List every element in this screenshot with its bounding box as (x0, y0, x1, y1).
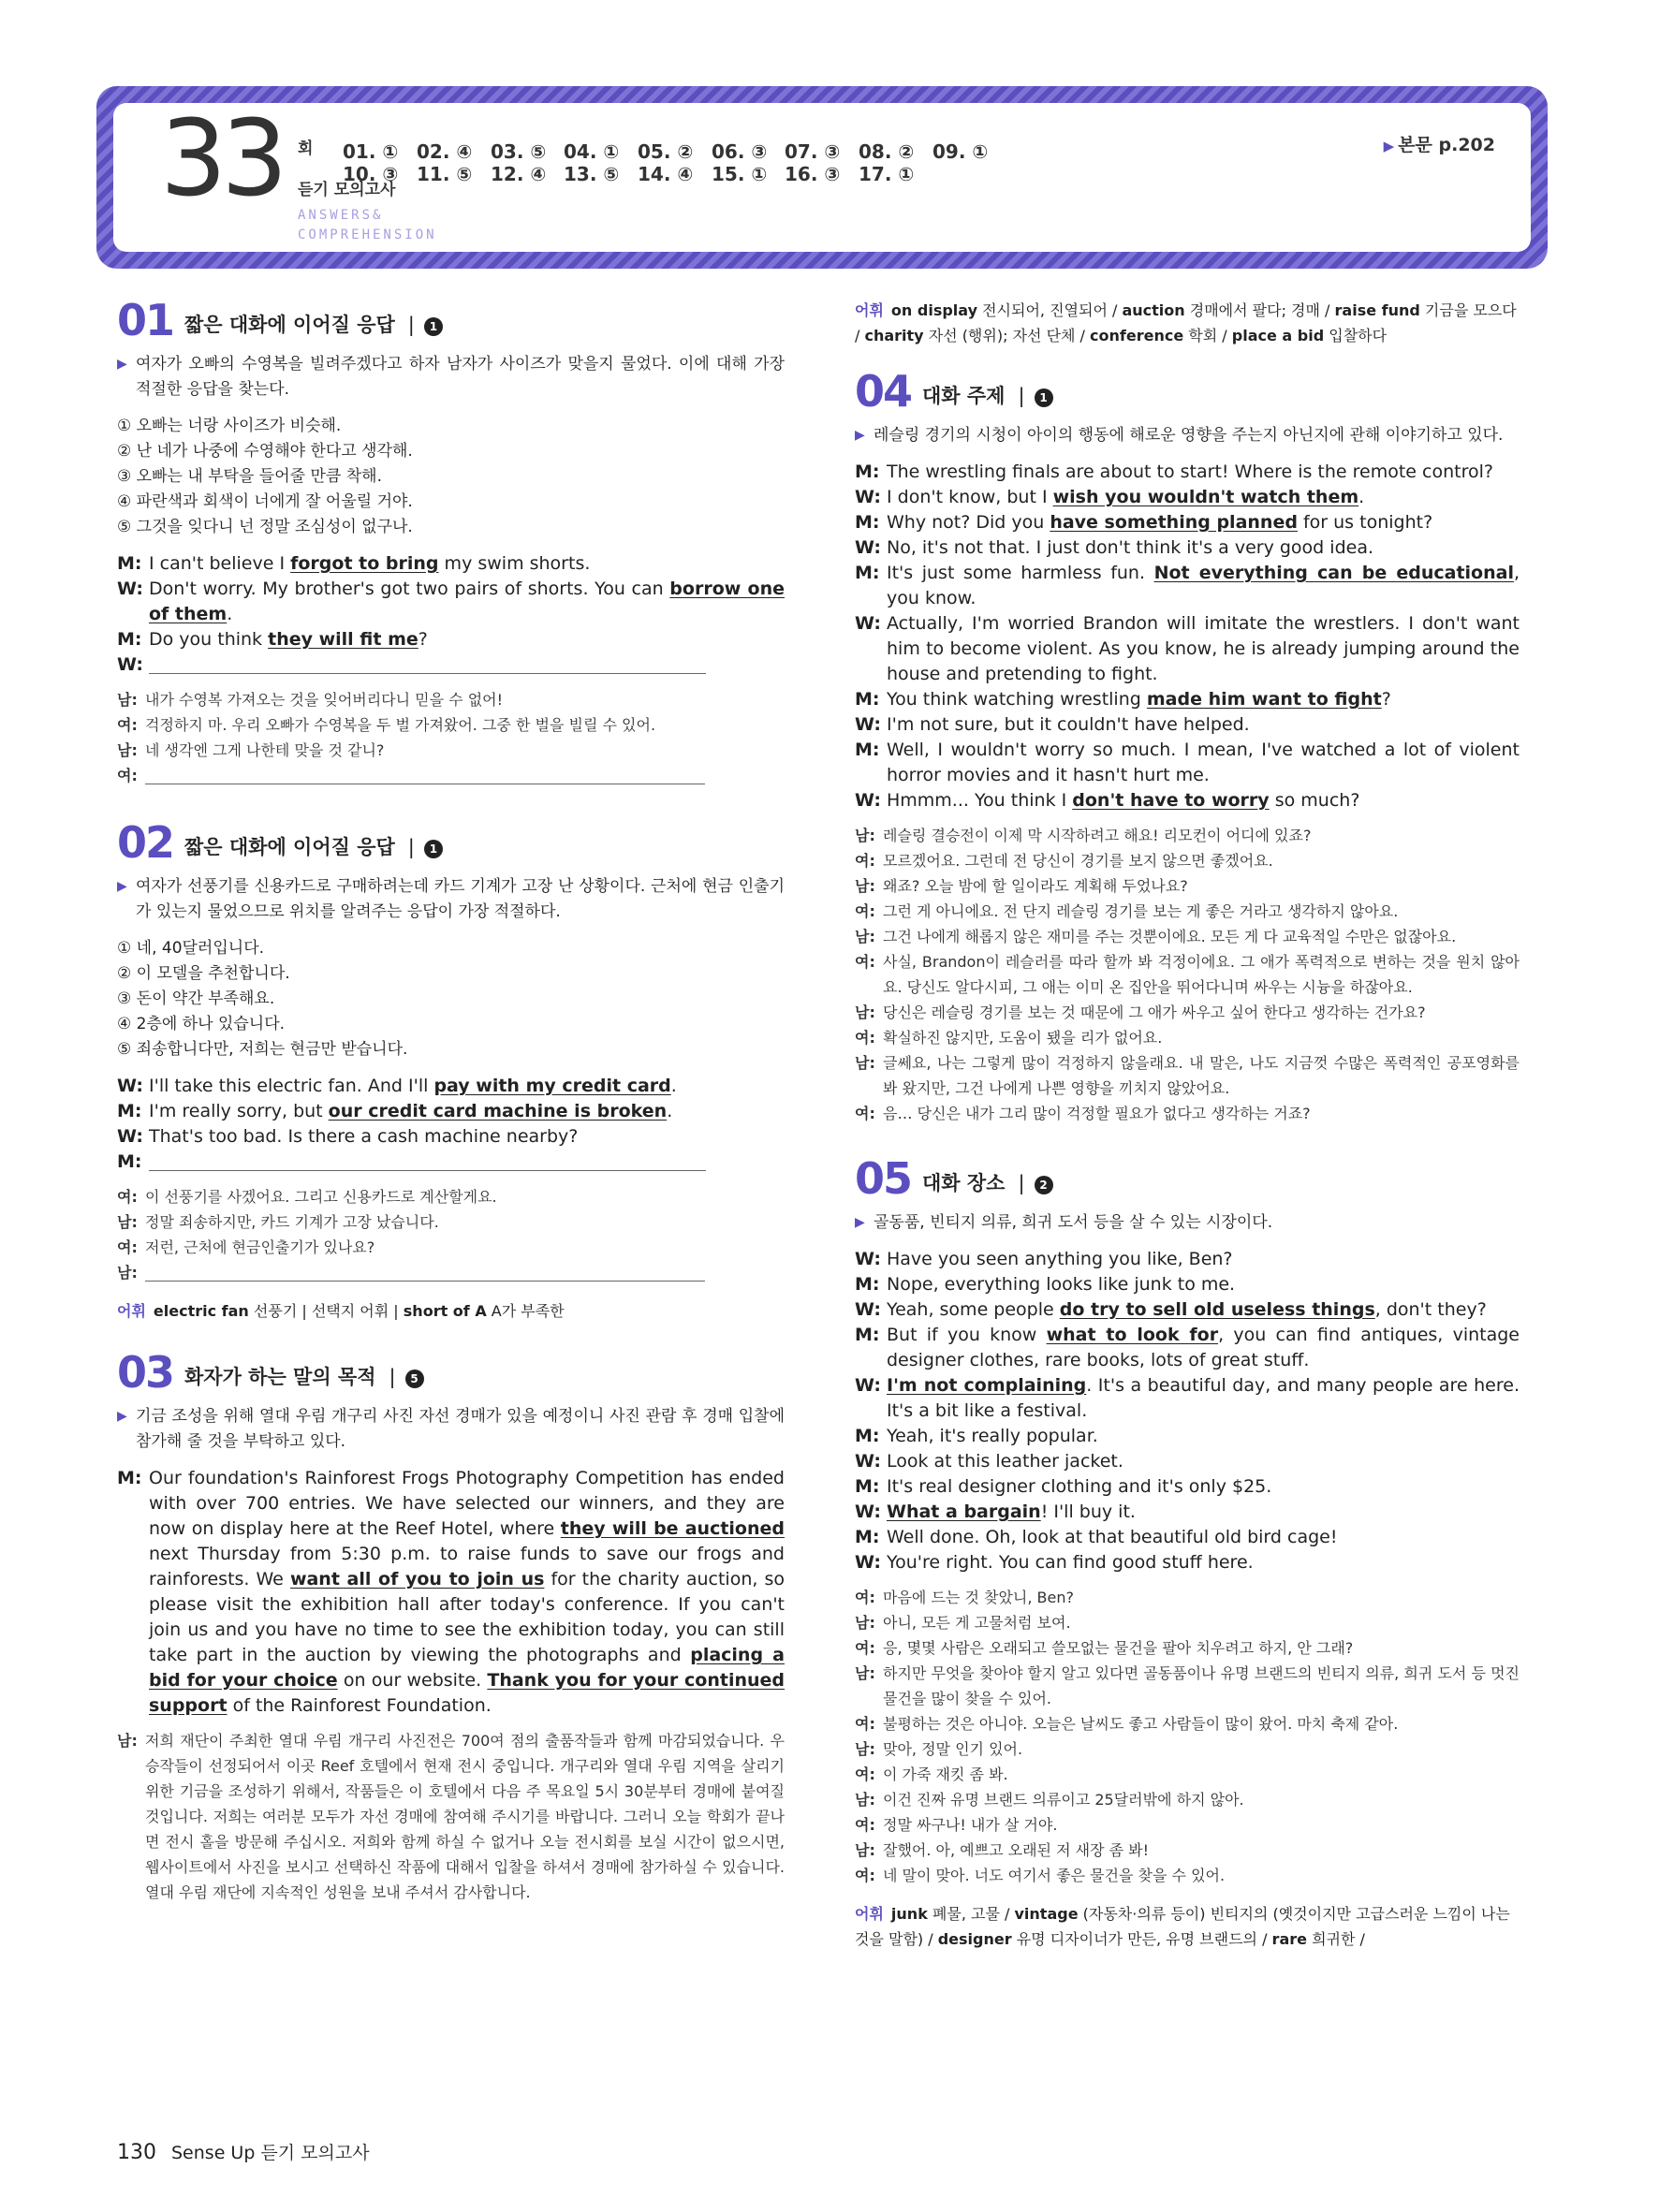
answer-item: 08. ② (859, 140, 915, 163)
main-text-reference (1384, 131, 1495, 156)
dialogue-line: M: Yeah, it's really popular. (855, 1424, 1520, 1449)
answer-item: 07. ③ (785, 140, 841, 163)
dialogue-line: M: Well, I wouldn't worry so much. I mean, I've watched a lot of violent horror movies and it hasn't hurt me. (855, 738, 1520, 788)
dialogue-line: W: I'm not sure, but it couldn't have helped. (855, 712, 1520, 738)
dialogue-line: M: Do you think they will fit me? (117, 629, 428, 650)
dialogue-line: M: I'm really sorry, but our credit card machine is broken. (117, 1101, 673, 1121)
dialogue-line: W: Yeah, some people do try to sell old useless things, don't they? (855, 1297, 1520, 1323)
key-phrase: do try to sell old useless things (1059, 1299, 1375, 1320)
choice: ② 난 네가 나중에 수영해야 한다고 생각해. (117, 442, 413, 461)
speaker: 남: (855, 1791, 875, 1809)
answer-circle: 1 (424, 840, 443, 858)
vocab-word: raise fund (1334, 301, 1420, 319)
translation-line: 여: 응, 몇몇 사람은 오래되고 쓸모없는 물건을 팔아 치우려고 하지, 안 그래? (855, 1635, 1520, 1661)
speaker: 여: (855, 1105, 875, 1122)
vocab-meaning: 기금을 모으다 / (855, 301, 1517, 344)
dialogue-line: M: The wrestling finals are about to start! Where is the remote control? (855, 460, 1520, 485)
dialogue-line: W: Don't worry. My brother's got two pairs of shorts. You can borrow one of them. (117, 579, 785, 624)
vocab-word: junk (890, 1905, 928, 1923)
vocab-word: on display (890, 301, 978, 319)
comprehension-label: COMPREHENSION (298, 227, 437, 242)
key-phrase: I'm not complaining (887, 1375, 1087, 1396)
dialogue-line: M: Well done. Oh, look at that beautiful old bird cage! (855, 1525, 1520, 1550)
translation-line: 남: 글쎄요, 나는 그렇게 많이 걱정하지 않을래요. 내 말은, 나도 지금껏 수많은 폭력적인 공포영화를 봐 왔지만, 그건 나에게 나쁜 영향을 끼치지 않았어요. (855, 1050, 1520, 1101)
question-type: 짧은 대화에 이어질 응답 (184, 314, 395, 336)
translation-line: 남: 맞아, 정말 인기 있어. (855, 1736, 1520, 1762)
question-number: 05 (855, 1153, 912, 1204)
choices (117, 414, 785, 540)
translation-line: 남: 레슬링 결승전이 이제 막 시작하려고 해요! 리모컨이 어디에 있죠? (855, 823, 1520, 848)
section-header: 03 화자가 하는 말의 목적 | 5 (117, 1350, 785, 1402)
question-type: 대화 주제 (922, 385, 1006, 407)
question-03 (117, 1347, 785, 1905)
speaker: 남: (855, 1740, 875, 1758)
speaker: W: (855, 1375, 881, 1396)
answer-item: 10. ③ (343, 163, 399, 185)
question-type: 대화 장소 (922, 1172, 1006, 1194)
speaker: 여: (855, 902, 875, 920)
vocab-meaning: 희귀한 / (1306, 1930, 1365, 1948)
vocab-meaning: 자선 (행위); 자선 단체 / (923, 327, 1091, 344)
triangle-icon: ▶ (117, 357, 127, 372)
answer-item: 15. ① (712, 163, 768, 185)
translation (855, 823, 1520, 1126)
vocab-meaning: 학회 / (1183, 327, 1232, 344)
translation-line: 여: 음… 당신은 내가 그리 많이 걱정할 필요가 없다고 생각하는 거죠? (855, 1101, 1520, 1126)
dialogue-line: W: No, it's not that. I just don't think it's a very good idea. (855, 535, 1520, 561)
translation-line: 여: 불평하는 것은 아니야. 오늘은 날씨도 좋고 사람들이 많이 왔어. 마치 축제 같아. (855, 1711, 1520, 1736)
key-phrase: our credit card machine is broken (328, 1101, 668, 1121)
answer-item: 16. ③ (785, 163, 841, 185)
speaker: 남: (855, 1003, 875, 1021)
translation (855, 1585, 1520, 1888)
key-phrase: Not everything can be educational (1153, 563, 1514, 583)
vocab-meaning: 전시되어, 진열되어 / (977, 301, 1123, 319)
translation-line: 여: 모르겠어요. 그런데 전 당신이 경기를 보지 않으면 좋겠어요. (855, 848, 1520, 873)
speaker: W: (855, 487, 881, 507)
dialogue (117, 551, 785, 678)
answer-item: 14. ④ (638, 163, 694, 185)
key-phrase: Thank you for your continued support (149, 1670, 785, 1716)
explanation: ▶ 레슬링 경기의 시청이 아이의 행동에 해로운 영향을 주는지 아닌지에 관해 이야기하고 있다. (855, 423, 1520, 448)
dialogue-line: W: I'm not complaining. It's a beautiful day, and many people are here. It's a bit like a festival. (855, 1373, 1520, 1424)
choice: ④ 파란색과 회색이 너에게 잘 어울릴 거야. (117, 492, 413, 511)
translation-line: 남: 이건 진짜 유명 브랜드 의류이고 25달러밖에 하지 않아. (855, 1787, 1520, 1812)
triangle-icon: ▶ (855, 428, 865, 443)
translation-blank[interactable] (145, 1265, 705, 1282)
vocab-meaning: 입찰하다 (1324, 327, 1388, 344)
vocab-meaning: 유명 디자이너가 만든, 유명 브랜드의 / (1011, 1930, 1272, 1948)
speaker: W: (855, 537, 881, 558)
test-title: 듣기 모의고사 (298, 181, 396, 199)
answer-item: 09. ① (932, 140, 989, 163)
dialogue-line: M: Nope, everything looks like junk to me. (855, 1272, 1520, 1297)
answer-item: 04. ① (564, 140, 620, 163)
speaker: W: (855, 1299, 881, 1320)
monologue-text: Our foundation's Rainforest Frogs Photography Competition has ended with over 700 entries. We have selected our winners, and they are now on display here at the Reef Hotel, where they will be auctioned next Thursday from 5:30 p.m. to raise funds to save our frogs and rainforests. We want all of you to join us for the charity auction, so please visit the exhibition hall after today's conference. If you can't join us and you have no time to see the exhibition today, you can still take part in the auction by viewing the photographs and placing a bid for your choice on our website. Thank you for your continued support of the Rainforest Foundation. (149, 1468, 785, 1716)
question-type: 짧은 대화에 이어질 응답 (184, 836, 395, 858)
explanation: ▶ 골동품, 빈티지 의류, 희귀 도서 등을 살 수 있는 시장이다. (855, 1210, 1520, 1236)
section-header: 05 대화 장소 | 2 (855, 1156, 1520, 1209)
book-title: Sense Up 듣기 모의고사 (171, 2143, 370, 2163)
speaker: 여: (855, 1029, 875, 1047)
question-type: 화자가 하는 말의 목적 (184, 1366, 376, 1388)
answers-label: ANSWERS& (298, 208, 384, 223)
vocab-label: 어휘 (855, 1905, 884, 1923)
translation-line: 여: 그런 게 아니에요. 전 단지 레슬링 경기를 보는 게 좋은 거라고 생각하지 않아요. (855, 899, 1520, 924)
translation-line: 여: 네 말이 맞아. 너도 여기서 좋은 물건을 찾을 수 있어. (855, 1863, 1520, 1888)
answer-item: 11. ⑤ (417, 163, 473, 185)
key-phrase: What a bargain (887, 1502, 1041, 1522)
question-number: 03 (117, 1347, 174, 1398)
test-number-suffix: 회 (298, 139, 314, 158)
page-footer (117, 2139, 370, 2164)
choice: ⑤ 그것을 잊다니 넌 정말 조심성이 없구나. (117, 518, 413, 536)
speaker: W: (855, 1552, 881, 1573)
dialogue (855, 460, 1520, 813)
speaker: 여: (855, 1639, 875, 1657)
question-02 (117, 817, 785, 1324)
speaker: M: (855, 1426, 880, 1446)
speaker: 남: (855, 1664, 875, 1682)
test-number: 33 (160, 98, 283, 220)
vocab-label: 어휘 (855, 301, 884, 319)
vocab-label: 어휘 (117, 1302, 146, 1320)
explanation: ▶ 기금 조성을 위해 열대 우림 개구리 사진 자선 경매가 있을 예정이니 사진 관람 후 경매 입찰에 참가해 줄 것을 부탁하고 있다. (117, 1404, 785, 1455)
translation: 여: 이 선풍기를 사겠어요. 그리고 신용카드로 계산할게요. 남: 정말 죄송하지만, 카드 기계가 고장 났습니다. 여: 저런, 근처에 현금인출기가 있나요? 남: (117, 1184, 785, 1285)
speaker: M: (855, 512, 880, 533)
speaker: 여: (855, 953, 875, 971)
triangle-icon: ▶ (855, 1215, 865, 1230)
dialogue-line: M: But if you know what to look for, you can find antiques, vintage designer clothes, rare books, lots of great stuff. (855, 1323, 1520, 1373)
speaker: 여: (855, 1765, 875, 1783)
vocab-word: vintage (1014, 1905, 1079, 1923)
choice: ③ 돈이 약간 부족해요. (117, 989, 275, 1008)
dialogue-line: W: You're right. You can find good stuff here. (855, 1550, 1520, 1575)
vocab-word: place a bid (1231, 327, 1325, 344)
speaker: 남: (855, 1841, 875, 1859)
section-header: 02 짧은 대화에 이어질 응답 | 1 (117, 820, 785, 872)
translation-line: 남: 당신은 레슬링 경기를 보는 것 때문에 그 애가 싸우고 싶어 한다고 생각하는 건가요? (855, 1000, 1520, 1025)
speaker: 여: (855, 1715, 875, 1733)
explanation: ▶ 여자가 오빠의 수영복을 빌려주겠다고 하자 남자가 사이즈가 맞을지 물었다. 이에 대해 가장 적절한 응답을 찾는다. (117, 352, 785, 403)
dialogue (117, 1074, 785, 1175)
speaker: W: (855, 790, 881, 811)
translation-line: 남: 잘했어. 아, 예쁘고 오래된 저 새장 좀 봐! (855, 1838, 1520, 1863)
translation-line: 남: 왜죠? 오늘 밤에 할 일이라도 계획해 두었나요? (855, 873, 1520, 899)
key-phrase: placing a bid for your choice (149, 1645, 785, 1691)
speaker: 남: (855, 1614, 875, 1632)
speaker: W: (855, 714, 881, 735)
question-number: 04 (855, 366, 912, 417)
section-header: 04 대화 주제 | 1 (855, 369, 1520, 421)
dialogue-line: M: I can't believe I forgot to bring my swim shorts. (117, 553, 591, 574)
vocab-word: rare (1271, 1930, 1307, 1948)
section-header: 01 짧은 대화에 이어질 응답 | 1 (117, 298, 785, 350)
dialogue-line: W: Look at this leather jacket. (855, 1449, 1520, 1474)
answer-item: 06. ③ (712, 140, 768, 163)
vocabulary (855, 298, 1520, 348)
speaker: M: (855, 563, 880, 583)
translation-line: 여: 마음에 드는 것 찾았니, Ben? (855, 1585, 1520, 1610)
speaker: M: (855, 461, 880, 482)
dialogue-line: W: Hmmm... You think I don't have to worry so much? (855, 788, 1520, 813)
vocab-meaning: 경매에서 팔다; 경매 / (1184, 301, 1335, 319)
translation-line: 여: 정말 싸구나! 내가 살 거야. (855, 1812, 1520, 1838)
speaker: M: (855, 1325, 880, 1345)
dialogue-line: W: I'll take this electric fan. And I'll pay with my credit card. (117, 1076, 677, 1096)
dialogue-line: W: What a bargain! I'll buy it. (855, 1500, 1520, 1525)
answer-item: 13. ⑤ (564, 163, 620, 185)
answer-blank-line: M: (117, 1150, 785, 1175)
translation-line: 여: 이 가죽 재킷 좀 봐. (855, 1762, 1520, 1787)
choice: ① 오빠는 너랑 사이즈가 비슷해. (117, 417, 342, 435)
answer-item: 17. ① (859, 163, 915, 185)
translation-blank[interactable] (145, 768, 705, 784)
answer-item: 05. ② (638, 140, 694, 163)
choice: ⑤ 죄송합니다만, 저희는 현금만 받습니다. (117, 1040, 408, 1059)
vocab-word: conference (1090, 327, 1184, 344)
answer-blank[interactable] (149, 655, 706, 674)
question-number: 02 (117, 817, 174, 868)
key-phrase: what to look for (1046, 1325, 1219, 1345)
key-phrase: forgot to bring (290, 553, 439, 574)
dialogue-line: W: Actually, I'm worried Brandon will imitate the wrestlers. I don't want him to become violent. As you know, he is already jumping around the house and pretending to fight. (855, 611, 1520, 687)
speaker: W: (855, 1451, 881, 1472)
translation-line: 남: 하지만 무엇을 찾아야 할지 알고 있다면 골동품이나 유명 브랜드의 빈티지 의류, 희귀 도서 등 멋진 물건을 많이 찾을 수 있어. (855, 1661, 1520, 1711)
speaker: M: (855, 740, 880, 760)
dialogue-line: M: You think watching wrestling made him want to fight? (855, 687, 1520, 712)
answer-item: 03. ⑤ (491, 140, 547, 163)
vocab-word: designer (937, 1930, 1012, 1948)
dialogue-line: W: Have you seen anything you like, Ben? (855, 1247, 1520, 1272)
speaker: 남: (855, 877, 875, 895)
translation-line: 여: 확실하진 않지만, 도움이 됐을 리가 없어요. (855, 1025, 1520, 1050)
speaker: 여: (855, 852, 875, 870)
speaker: 여: (855, 1867, 875, 1884)
answer-blank-line: W: (117, 652, 785, 678)
key-phrase: pay with my credit card (433, 1076, 671, 1096)
answer-circle: 2 (1035, 1176, 1053, 1194)
dialogue-line: M: It's real designer clothing and it's only $25. (855, 1474, 1520, 1500)
reference-prefix: 본문 (1398, 135, 1432, 155)
left-column (117, 295, 785, 1918)
question-number: 01 (117, 295, 174, 345)
triangle-icon: ▶ (117, 1409, 127, 1424)
vocab-word: charity (864, 327, 924, 344)
vocabulary: 어휘 electric fan 선풍기 | 선택지 어휘 | short of A A가 부족한 (117, 1302, 565, 1320)
vocab-meaning: (자동차·의류 등이) 빈티지의 (옛것이지만 고급스러운 느낌이 나는 것을 말함) / (855, 1905, 1510, 1948)
speaker: 남: (855, 1054, 875, 1072)
choices (117, 936, 785, 1062)
explanation: ▶ 여자가 선풍기를 신용카드로 구매하려는데 카드 기계가 고장 난 상황이다. 근처에 현금 인출기가 있는지 물었으므로 위치를 알려주는 응답이 가장 적절하다. (117, 874, 785, 925)
dialogue-line: M: Why not? Did you have something planned for us tonight? (855, 510, 1520, 535)
key-phrase: made him want to fight (1146, 689, 1382, 710)
answer-header (96, 86, 1548, 269)
dialogue (855, 1247, 1520, 1575)
answer-header-panel (113, 98, 1531, 252)
vocab-meaning: 폐물, 고물 / (927, 1905, 1015, 1923)
speaker: 남: (855, 928, 875, 945)
answer-item: 02. ④ (417, 140, 473, 163)
monologue: M: Our foundation's Rainforest Frogs Photography Competition has ended with over 700 entries. We have selected our winners, and they are now on display here at the Reef Hotel, where they will be auctioned next Thursday from 5:30 p.m. to raise funds to save our frogs and rainforests. We want all of you to join us for the charity auction, so please visit the exhibition hall after today's conference. If you can't join us and you have no time to see the exhibition today, you can still take part in the auction by viewing the photographs and placing a bid for your choice on our website. Thank you for your continued support of the Rainforest Foundation. (117, 1466, 785, 1719)
answer-item: 01. ① (343, 140, 399, 163)
speaker: M: (855, 1274, 880, 1295)
key-phrase: borrow one of them (149, 579, 785, 624)
choice: ④ 2층에 하나 있습니다. (117, 1015, 286, 1033)
translation: 남: 저희 재단이 주최한 열대 우림 개구리 사진전은 700여 점의 출품작들과 함께 마감되었습니다. 우승작들이 선정되어서 이곳 Reef 호텔에서 현재 전시 중입니다. 개구리와 열대 우림 지역을 살리기 위한 기금을 조성하기 위해서, 작품들은 이 호텔에서 다음 주 목요일 5시 30분부터 경매에 붙여질 것입니다. 저희는 여러분 모두가 자선 경매에 참여해 주시기를 바랍니다. 그러니 오늘 학회가 끝나면 전시 홀을 방문해 주십시오. 저희와 함께 하실 수 없거나 오늘 전시회를 보실 시간이 없으시면, 웹사이트에서 사진을 보시고 선택하신 작품에 대해서 입찰을 하셔서 경매에 참가하실 수 있습니다. 열대 우림 재단에 지속적인 성원을 보내 주셔서 감사합니다. (117, 1732, 785, 1901)
speaker: 남: (855, 827, 875, 844)
choice: ③ 오빠는 내 부탁을 들어줄 만큼 착해. (117, 467, 382, 486)
answer-circle: 1 (424, 317, 443, 336)
question-04 (855, 366, 1520, 1126)
translation-line: 여: 사실, Brandon이 레슬러를 따라 할까 봐 걱정이에요. 그 애가 폭력적으로 변하는 것을 원치 않아요. 당신도 알다시피, 그 애는 이미 온 집안을 뛰어다니며 싸우는 시늉을 하잖아요. (855, 949, 1520, 1000)
speaker: 여: (855, 1816, 875, 1834)
key-phrase: wish you wouldn't watch them (1052, 487, 1359, 507)
key-phrase: they will fit me (268, 629, 418, 650)
key-phrase: want all of you to join us (289, 1569, 545, 1589)
triangle-icon: ▶ (1383, 138, 1395, 154)
question-05 (855, 1153, 1520, 1952)
reference-page: p.202 (1438, 135, 1495, 155)
dialogue-line: W: I don't know, but I wish you wouldn't watch them. (855, 485, 1520, 510)
choice: ① 네, 40달러입니다. (117, 939, 265, 958)
page-number: 130 (117, 2141, 156, 2164)
key-phrase: have something planned (1050, 512, 1298, 533)
translation-line: 남: 그건 나에게 해롭지 않은 재미를 주는 것뿐이에요. 모든 게 다 교육적일 수만은 없잖아요. (855, 924, 1520, 949)
right-column (855, 298, 1520, 1972)
key-phrase: they will be auctioned (560, 1518, 785, 1539)
speaker: M: (855, 1527, 880, 1547)
answer-item: 12. ④ (491, 163, 547, 185)
vocab-word: auction (1122, 301, 1185, 319)
answer-circle: 1 (1035, 388, 1053, 407)
answer-circle: 5 (405, 1370, 424, 1388)
translation-line: 남: 아니, 모든 게 고물처럼 보여. (855, 1610, 1520, 1635)
triangle-icon: ▶ (117, 879, 127, 894)
speaker: W: (855, 1502, 881, 1522)
answer-blank[interactable] (149, 1152, 706, 1171)
vocabulary (855, 1901, 1520, 1952)
speaker: W: (855, 1249, 881, 1269)
speaker: M: (855, 689, 880, 710)
speaker: W: (855, 613, 881, 634)
key-phrase: don't have to worry (1072, 790, 1270, 811)
speaker: M: (855, 1476, 880, 1497)
dialogue-line: M: It's just some harmless fun. Not everything can be educational, you know. (855, 561, 1520, 611)
question-01 (117, 295, 785, 788)
translation: 남: 내가 수영복 가져오는 것을 잊어버리다니 믿을 수 없어! 여: 걱정하지 마. 우리 오빠가 수영복을 두 벌 가져왔어. 그중 한 벌을 빌릴 수 있어. 남: 네 생각엔 그게 나한테 맞을 것 같니? 여: (117, 687, 785, 788)
dialogue-line: W: That's too bad. Is there a cash machine nearby? (117, 1126, 579, 1147)
choice: ② 이 모델을 추천합니다. (117, 964, 290, 983)
speaker: 여: (855, 1589, 875, 1606)
